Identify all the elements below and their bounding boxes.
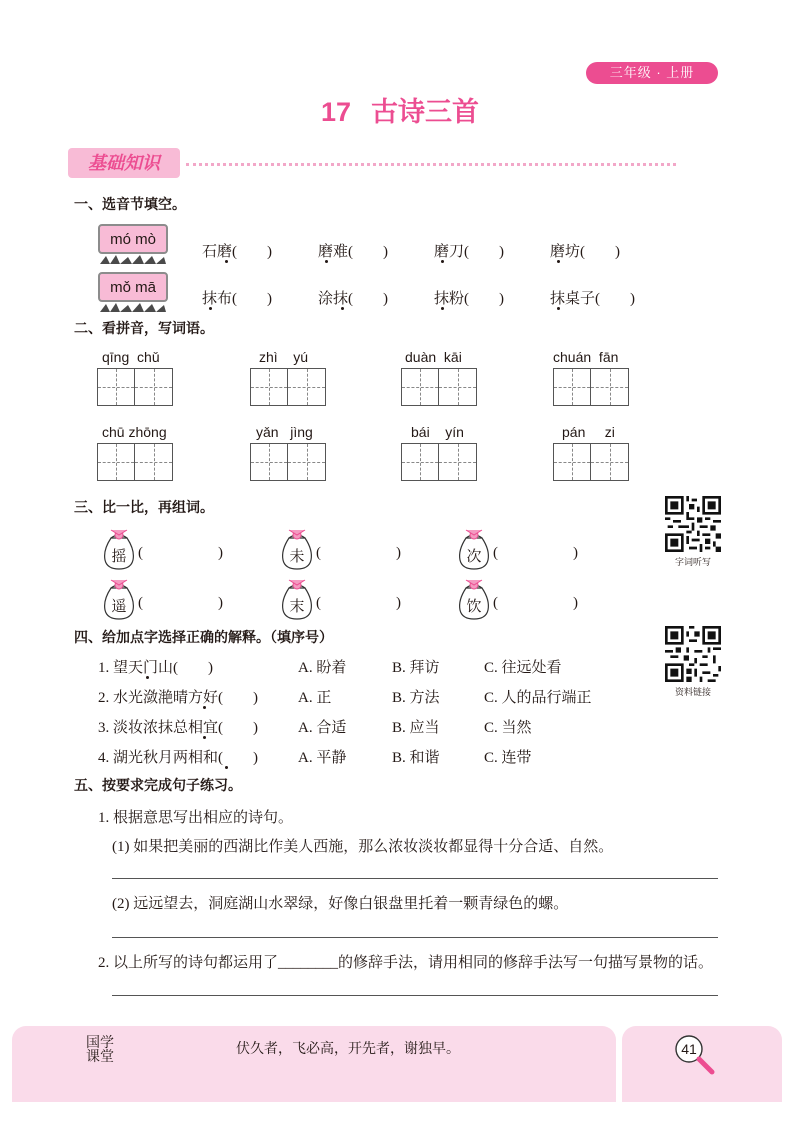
emphasis-dot (146, 676, 149, 679)
pinyin-prompt: zhì yú (259, 349, 309, 365)
page-number: 41 (681, 1041, 697, 1057)
grass-decoration (98, 254, 168, 264)
pinyin-prompt: bái yín (411, 424, 464, 440)
footer-label: 国学课堂 (86, 1034, 114, 1064)
pinyin-tag-ma: mǒ mā (98, 272, 168, 302)
q1-item[interactable]: 涂抹( ) (318, 291, 388, 307)
pinyin-prompt: duàn kāi (405, 349, 462, 365)
compare-answer[interactable]: ( ) (493, 545, 578, 561)
compare-char: 摇 (111, 549, 127, 565)
compare-char: 次 (466, 549, 482, 565)
emphasis-dot (441, 307, 444, 310)
answer-line[interactable] (112, 878, 718, 879)
q4-question[interactable]: 4. 湖光秋月两相和( ) (98, 750, 258, 766)
compare-answer[interactable]: ( ) (138, 595, 223, 611)
q1-title: 一、选音节填空。 (74, 196, 186, 212)
compare-answer[interactable]: ( ) (316, 545, 401, 561)
q5-prompt-2: (2) 远远望去，洞庭湖山水翠绿，好像白银盘里托着一颗青绿色的螺。 (112, 896, 569, 912)
emphasis-dot (225, 766, 228, 769)
q4-option-b[interactable]: B. 拜访 (392, 660, 440, 676)
q4-option-b[interactable]: B. 应当 (392, 720, 440, 736)
banner-label: 基础知识 (68, 148, 180, 178)
pinyin-prompt: chū zhōng (102, 424, 167, 440)
writing-grid[interactable] (401, 368, 477, 406)
q4-option-a[interactable]: A. 平静 (298, 750, 347, 766)
emphasis-dot (203, 736, 206, 739)
lesson-title (0, 90, 800, 129)
writing-grid[interactable] (97, 443, 173, 481)
q5-prompt-1: (1) 如果把美丽的西湖比作美人西施，那么浓妆淡妆都显得十分合适、自然。 (112, 839, 614, 855)
qr-label: 资料链接 (674, 687, 711, 697)
q5-title: 五、按要求完成句子练习。 (74, 777, 242, 793)
compare-answer[interactable]: ( ) (138, 545, 223, 561)
q4-option-a[interactable]: A. 合适 (298, 720, 347, 736)
q4-option-c[interactable]: C. 当然 (484, 720, 532, 736)
writing-grid[interactable] (401, 443, 477, 481)
compare-answer[interactable]: ( ) (316, 595, 401, 611)
emphasis-dot (225, 260, 228, 263)
q5-subtitle: 1. 根据意思写出相应的诗句。 (98, 810, 294, 826)
q4-title: 四、给加点字选择正确的解释。（填序号） (74, 629, 333, 645)
q5-subtitle-2: 2. 以上所写的诗句都运用了________的修辞手法，请用相同的修辞手法写一句描写景物的话。 (98, 955, 714, 971)
q2-title: 二、看拼音，写词语。 (74, 320, 214, 336)
q1-item[interactable]: 石磨( ) (202, 244, 272, 260)
compare-char: 未 (289, 549, 305, 565)
qr-code-icon[interactable] (665, 496, 721, 552)
lesson-number: 17 (320, 97, 352, 127)
q4-option-b[interactable]: B. 和谐 (392, 750, 440, 766)
grade-badge: 三年级 · 上册 (586, 62, 718, 84)
q4-option-c[interactable]: C. 连带 (484, 750, 532, 766)
banner-dots (186, 163, 676, 166)
emphasis-dot (325, 260, 328, 263)
emphasis-dot (341, 307, 344, 310)
qr-code-icon[interactable] (665, 626, 721, 682)
compare-answer[interactable]: ( ) (493, 595, 578, 611)
section-banner (68, 148, 684, 180)
emphasis-dot (557, 260, 560, 263)
q4-option-a[interactable]: A. 盼着 (298, 660, 347, 676)
emphasis-dot (557, 307, 560, 310)
q1-item[interactable]: 磨坊( ) (550, 244, 620, 260)
writing-grid[interactable] (553, 443, 629, 481)
q4-question[interactable]: 1. 望天门山( ) (98, 660, 213, 676)
footer-quote: 伏久者，飞必高，开先者，谢独早。 (236, 1042, 460, 1057)
q4-option-c[interactable]: C. 往远处看 (484, 660, 562, 676)
writing-grid[interactable] (553, 368, 629, 406)
q4-question[interactable]: 3. 淡妆浓抹总相宜( ) (98, 720, 258, 736)
emphasis-dot (203, 706, 206, 709)
q1-item[interactable]: 磨刀( ) (434, 244, 504, 260)
compare-char: 末 (289, 599, 305, 615)
emphasis-dot (209, 307, 212, 310)
q3-title: 三、比一比，再组词。 (74, 499, 214, 515)
lesson-name: 古诗三首 (371, 97, 480, 127)
compare-char: 遥 (111, 599, 127, 615)
q1-item[interactable]: 抹粉( ) (434, 291, 504, 307)
qr-label: 字词听写 (674, 557, 711, 567)
q4-option-a[interactable]: A. 正 (298, 690, 332, 706)
answer-line[interactable] (112, 995, 718, 996)
compare-char: 饮 (466, 599, 482, 615)
pinyin-prompt: qīng chǔ (102, 349, 160, 365)
q1-item[interactable]: 抹布( ) (202, 291, 272, 307)
q4-option-b[interactable]: B. 方法 (392, 690, 440, 706)
grass-decoration (98, 302, 168, 312)
pinyin-prompt: yǎn jìng (256, 424, 313, 440)
writing-grid[interactable] (250, 443, 326, 481)
q1-item[interactable]: 磨难( ) (318, 244, 388, 260)
q4-option-c[interactable]: C. 人的品行端正 (484, 690, 592, 706)
pinyin-prompt: pán zi (562, 424, 615, 440)
q4-question[interactable]: 2. 水光潋滟晴方好( ) (98, 690, 258, 706)
q1-item[interactable]: 抹桌子( ) (550, 291, 635, 307)
pinyin-prompt: chuán fān (553, 349, 619, 365)
pinyin-tag-mo: mó mò (98, 224, 168, 254)
answer-line[interactable] (112, 937, 718, 938)
emphasis-dot (441, 260, 444, 263)
writing-grid[interactable] (97, 368, 173, 406)
writing-grid[interactable] (250, 368, 326, 406)
